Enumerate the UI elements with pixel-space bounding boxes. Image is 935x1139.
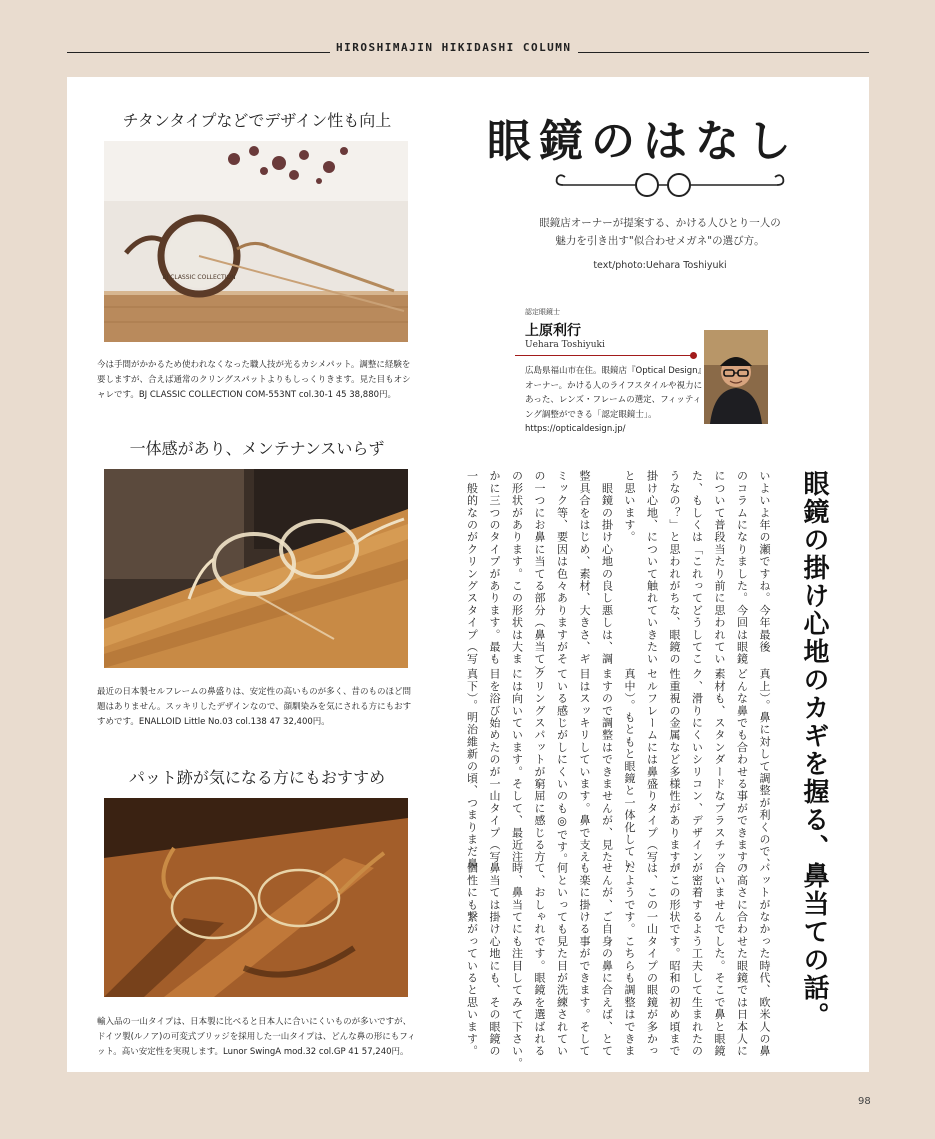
body-column: が密着するよう工夫して生まれたの bbox=[690, 862, 704, 1058]
body-column: のコラムになりました。今回は眼鏡 bbox=[735, 470, 749, 666]
body-column: 目を浴び始めたのが一山タイプ（写 bbox=[488, 668, 501, 864]
body-column: 合いませんでした。そこで鼻と眼鏡 bbox=[713, 862, 726, 1058]
body-column: 一般的なのがクリングスタイプ（写 bbox=[465, 470, 479, 666]
body-column: 鼻当ては掛け心地にも、その眼鏡の bbox=[488, 862, 501, 1058]
body-column: て、おしゃれです。眼鏡を選ばれる bbox=[533, 862, 546, 1058]
body-column: どんな鼻でも合わせる事ができます。 bbox=[735, 668, 749, 876]
profile-romaji: Uehara Toshiyuki bbox=[525, 340, 605, 350]
photo1-heading: チタンタイプなどでデザイン性も向上 bbox=[122, 111, 392, 130]
body-column: がこの形状です。昭和の初め頃まで bbox=[668, 862, 681, 1058]
body-column: 何といっても見た目が洗練されてい bbox=[555, 862, 569, 1058]
body-column: 掛け心地、について触れていきたい bbox=[645, 470, 659, 666]
lead-line-2: 魅力を引き出す"似合わせメガネ"の選び方。 bbox=[555, 235, 765, 247]
body-column: たようです。こちらも調整はできま bbox=[623, 862, 636, 1058]
body-column: せんが、ご自身の鼻に合えば、とて bbox=[600, 862, 614, 1058]
body-column: 性重視の金属など多様性があります。 bbox=[668, 668, 681, 876]
frame-print-text: BJ CLASSIC COLLECTION bbox=[162, 274, 236, 281]
body-block-upper bbox=[460, 470, 775, 678]
body-block-lower-right bbox=[460, 862, 775, 1070]
profile-label: 認定眼鏡士 bbox=[525, 308, 560, 316]
body-column: 時、鼻当てにも注目してみて下さい。 bbox=[510, 862, 524, 1070]
body-column: には向いています。そして、最近注 bbox=[510, 668, 524, 864]
body-column: 真中）。もともと眼鏡と一体化してい bbox=[623, 668, 636, 870]
body-column: について普段当たり前に思われてい bbox=[713, 470, 726, 666]
photo3-caption: 輸入品の一山タイプは、日本製に比べると日本人に合いにくいものが多いですが、ドイツ製(ルノア)の可変式ブリッジを採用した一山タイプは、どんな鼻の形にもフィット。高い安定性を実現します。Lunor SwingA mod.32 col.GP 41 57,240円。 bbox=[97, 1017, 416, 1057]
photo2-caption: 最近の日本製セルフレームの鼻盛りは、安定性の高いものが多く、昔のものほど問題はありません。スッキリしたデザインなので、顔馴染みを気にされる方にもおすすめです。ENALLOID Little No.03 col.138 47 32,400円。 bbox=[97, 687, 412, 727]
page-number: 98 bbox=[858, 1096, 871, 1107]
body-column: セルフレームには鼻盛りタイプ（写 bbox=[645, 668, 659, 864]
photo2-image bbox=[104, 469, 408, 668]
body-column: の一つにお鼻に当てる部分（鼻当て） bbox=[533, 470, 546, 678]
lead-line-1: 眼鏡店オーナーが提案する、かける人ひとり一人の bbox=[539, 217, 781, 229]
photo2-heading: 一体感があり、メンテナンスいらず bbox=[129, 439, 385, 458]
article-credit: text/photo:Uehara Toshiyuki bbox=[593, 260, 727, 271]
body-column: 眼鏡の掛け心地の良し悪しは、調 bbox=[600, 470, 614, 666]
author-portrait bbox=[704, 330, 768, 424]
photo3-heading: パット跡が気になる方にもおすすめ bbox=[128, 768, 386, 787]
body-column: いよいよ年の瀬ですね。今年最後 bbox=[758, 470, 771, 653]
body-column: も楽に掛ける事ができます。そして bbox=[578, 862, 591, 1058]
profile-rule bbox=[515, 355, 695, 356]
body-column: 整具合をはじめ、素材、大きさ、ギ bbox=[578, 470, 591, 666]
body-column: かに三つのタイプがあります。最も bbox=[488, 470, 501, 666]
profile-rule-dot bbox=[690, 352, 697, 359]
body-column: ク、滑りにくいシリコン、デザイン bbox=[690, 668, 704, 864]
body-column: は、この一山タイプの眼鏡が多かっ bbox=[645, 862, 659, 1058]
body-column: ている感じがしにくいのも◎です。 bbox=[555, 668, 569, 866]
profile-bio: 広島県福山市在住。眼鏡店『Optical Design』オーナー。かける人のライフスタイルや視力にあった、レンズ・フレームの選定、フィッティング調整ができる「認定眼鏡士」。https://opticaldesign.jp/ bbox=[525, 366, 703, 434]
body-column: と思います。 bbox=[623, 470, 636, 544]
article-headline: 眼鏡の掛け心地のカギを握る、鼻当ての話。 bbox=[799, 470, 829, 1030]
body-column: ミック等、要因は色々ありますがそ bbox=[555, 470, 569, 666]
body-column: 真上）。鼻に対して調整が利くので、 bbox=[758, 668, 771, 870]
photo1-image bbox=[104, 141, 408, 342]
body-column: 目はスッキリしています。鼻で支え bbox=[578, 668, 591, 864]
column-header: HIROSHIMAJIN HIKIDASHI COLUMN bbox=[330, 41, 578, 54]
body-column: パットがなかった時代、欧米人の鼻 bbox=[758, 862, 771, 1058]
body-column: の高さに合わせた眼鏡では日本人に bbox=[735, 862, 749, 1058]
body-column: ますので調整はできませんが、見た bbox=[600, 668, 614, 864]
body-column: うなの？」と思われがちな、眼鏡の bbox=[668, 470, 681, 666]
body-column: クリングスパットが窮屈に感じる方 bbox=[533, 668, 546, 864]
article-title: 眼鏡のはなし bbox=[487, 116, 799, 167]
photo3-image bbox=[104, 798, 408, 997]
body-column: 真下）。明治維新の頃、つまりまだ鼻 bbox=[465, 668, 479, 870]
body-column: 素材も、スタンダードなプラスチッ bbox=[713, 668, 726, 864]
body-column: 個性にも繋がっていると思います。 bbox=[465, 862, 479, 1058]
photo1-caption: 今は手間がかかるため使われなくなった職人技が光るカシメパット。調整に経験を要しますが、合えば通常のクリングスパットよりもしっくりきます。見た目もオシャレです。BJ CLASSIC COLLECTION COM-553NT col.30-1 45 38,880円。 bbox=[97, 360, 411, 400]
body-column: た、もしくは「これってどうしてこ bbox=[690, 470, 704, 666]
glasses-ornament-icon bbox=[555, 168, 785, 202]
profile-name: 上原利行 bbox=[525, 323, 581, 339]
article-lead bbox=[520, 214, 800, 250]
body-block-lower bbox=[460, 668, 775, 876]
body-column: の形状があります。この形状は大ま bbox=[510, 470, 524, 666]
